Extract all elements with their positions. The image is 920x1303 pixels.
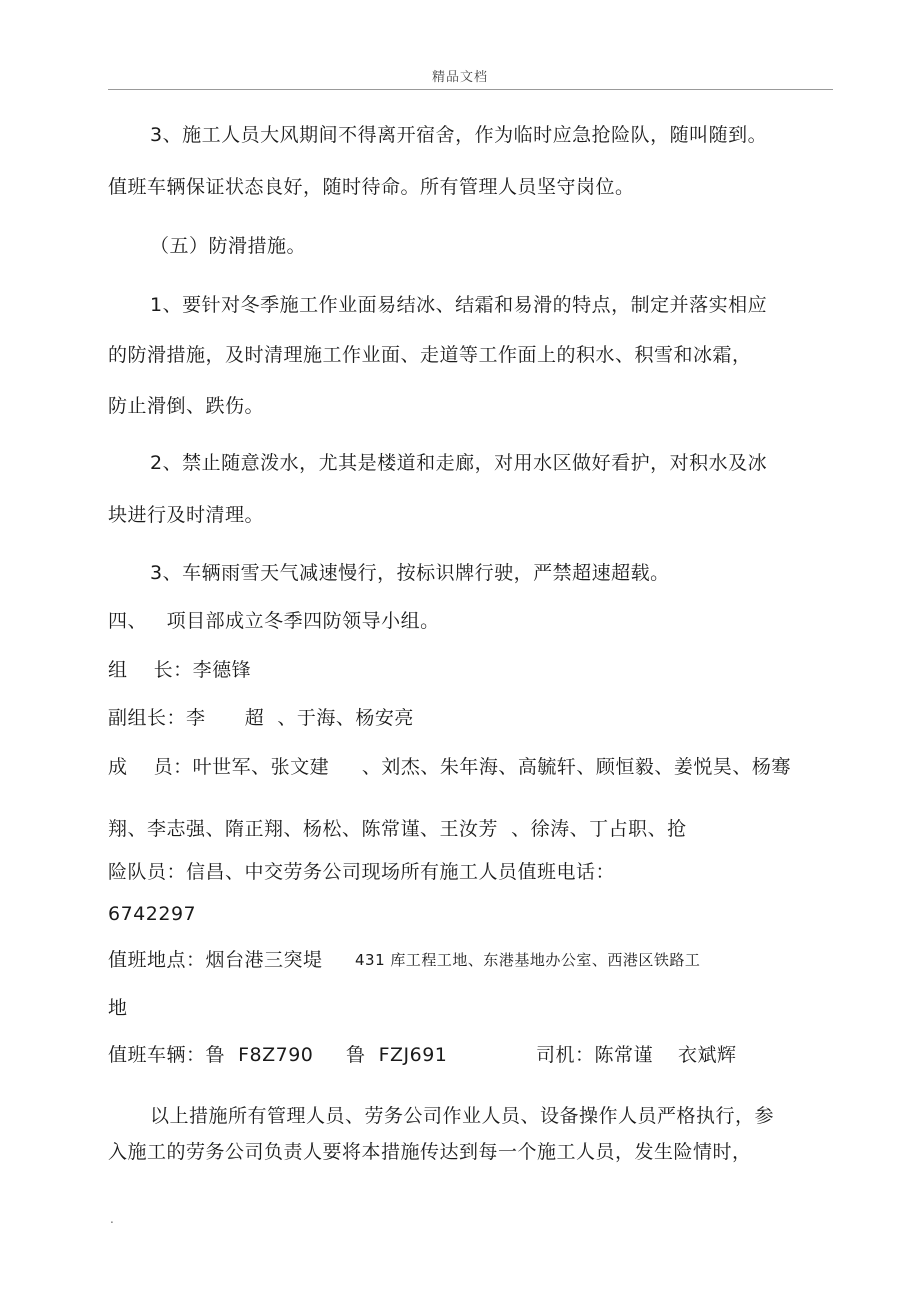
paragraph-line: 的防滑措施，及时清理施工作业面、走道等工作面上的积水、积雪和冰霜， — [108, 344, 752, 366]
paragraph-line: 以上措施所有管理人员、劳务公司作业人员、设备操作人员严格执行，参 — [150, 1105, 775, 1127]
duty-phone: 6742297 — [108, 903, 197, 925]
duty-location-cont: 地 — [108, 997, 128, 1019]
section-heading: （五）防滑措施。 — [150, 235, 307, 257]
paragraph-line: 值班车辆保证状态良好，随时待命。所有管理人员坚守岗位。 — [108, 176, 635, 198]
team-members: 成 员：叶世军、张文建 、刘杰、朱年海、高毓轩、顾恒毅、姜悦昊、杨骞 — [108, 756, 791, 778]
rescue-team: 险队员：信昌、中交劳务公司现场所有施工人员值班电话： — [108, 861, 616, 883]
section-heading: 四、 项目部成立冬季四防领导小组。 — [108, 610, 440, 632]
duty-vehicle-2: 鲁 FZJ691 — [346, 1044, 448, 1066]
paragraph-line: 块进行及时清理。 — [108, 504, 265, 526]
driver-2: 衣斌辉 — [678, 1044, 737, 1066]
paragraph-line: 防止滑倒、跌伤。 — [108, 395, 265, 417]
duty-vehicle-1: 值班车辆：鲁 F8Z790 — [108, 1044, 314, 1066]
paragraph-line: 2、禁止随意泼水，尤其是楼道和走廊，对用水区做好看护，对积水及冰 — [150, 452, 768, 474]
paragraph-line: 1、要针对冬季施工作业面易结冰、结霜和易滑的特点，制定并落实相应 — [150, 294, 768, 316]
page-header: 精品文档 — [431, 70, 488, 85]
paragraph-line: 入施工的劳务公司负责人要将本措施传达到每一个施工人员，发生险情时， — [108, 1141, 752, 1163]
footer-mark: . — [110, 1212, 114, 1226]
team-leader: 组 长：李德锋 — [108, 659, 252, 681]
header-divider — [108, 89, 833, 90]
driver-1: 司机：陈常谨 — [536, 1044, 654, 1066]
team-members-cont: 翔、李志强、隋正翔、杨松、陈常谨、王汝芳 、徐涛、丁占职、抢 — [108, 818, 687, 840]
duty-location-detail: 431 库工程工地、东港基地办公室、西港区铁路工 — [355, 951, 701, 969]
paragraph-line: 3、车辆雨雪天气减速慢行，按标识牌行驶，严禁超速超载。 — [150, 562, 670, 584]
deputy-leaders: 副组长：李 超 、于海、杨安亮 — [108, 707, 414, 729]
duty-location-label: 值班地点：烟台港三突堤 — [108, 949, 323, 971]
paragraph-line: 3、施工人员大风期间不得离开宿舍，作为临时应急抢险队，随叫随到。 — [150, 124, 768, 146]
